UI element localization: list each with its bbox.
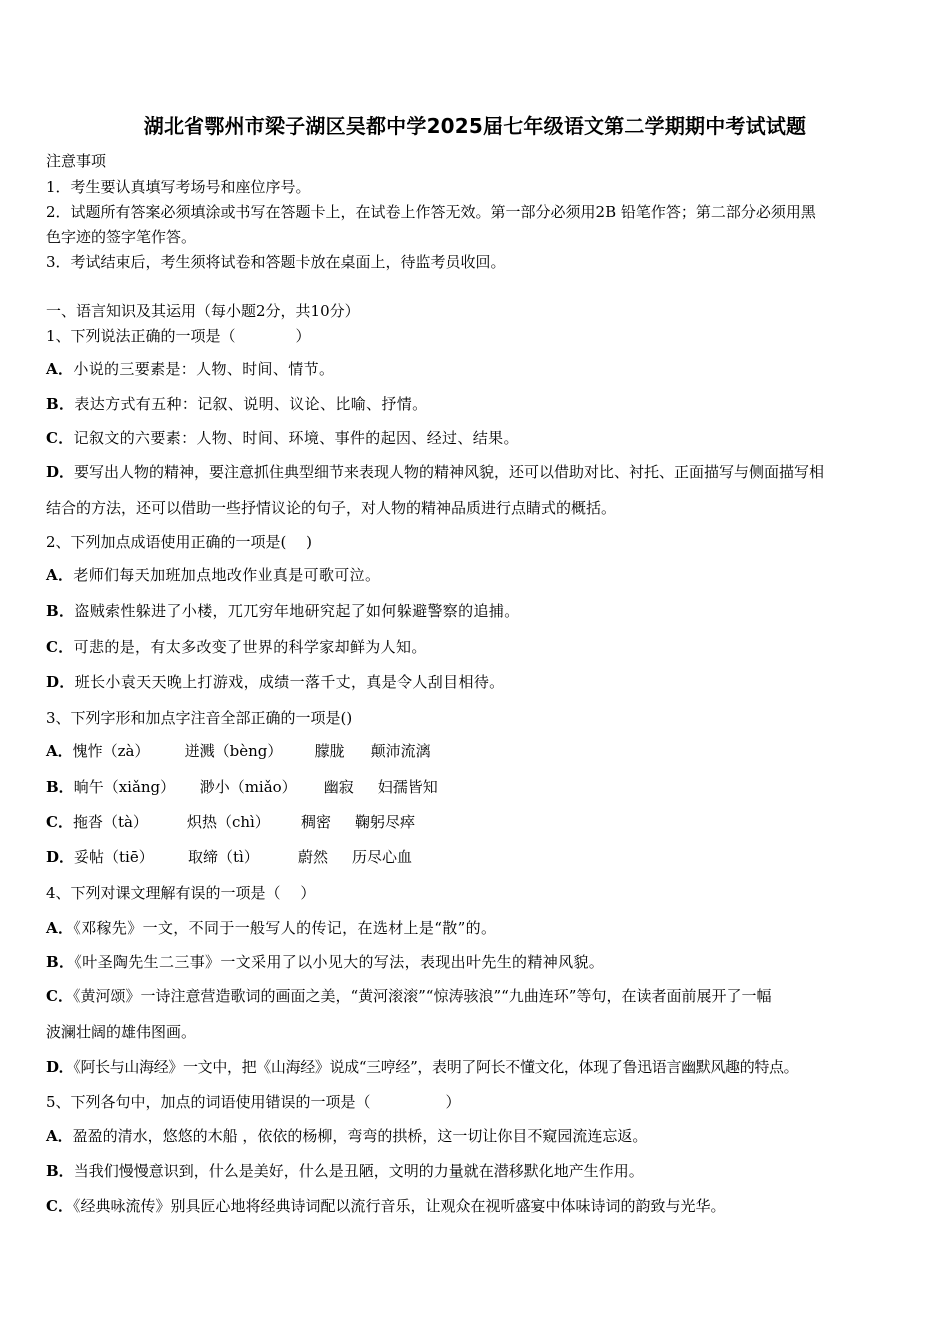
option-text: 《经典咏流传》别具匠心地将经典诗词配以流行音乐，让观众在视听盛宴中体味诗词的韵致与光华。: [72, 1197, 726, 1215]
notice-item-2: 2．试题所有答案必须填涂或书写在答题卡上，在试卷上作答无效。第一部分必须用2B 铅笔作答；第二部分必须用黑: [46, 203, 816, 221]
option-text: 《叶圣陶先生二三事》一文采用了以小见大的写法，表现出叶先生的精神风貌。: [74, 953, 605, 971]
option-text: 记叙文的六要素：人物、时间、环境、事件的起因、经过、结果。: [73, 429, 519, 447]
q1-option-d: [46, 462, 908, 482]
option-word: 幽寂: [323, 778, 354, 796]
option-label: C．: [46, 813, 73, 831]
q2-option-b: [46, 601, 908, 621]
option-label: B．: [46, 395, 75, 413]
option-text: 小说的三要素是：人物、时间、情节。: [73, 360, 335, 378]
option-label: C．: [46, 429, 74, 447]
option-word: 愧怍（zà）: [72, 742, 150, 760]
option-text: 《黄河颂》一诗注意营造歌词的画面之美，“黄河滚滚”“惊涛骇浪”“九曲连环”等句，在读者面前展开了一幅: [72, 987, 772, 1005]
q5-option-c: [46, 1196, 908, 1216]
option-word: 渺小（miǎo）: [199, 778, 297, 796]
q3-option-a: [46, 741, 908, 761]
option-word: 朦胧: [314, 742, 345, 760]
notice-item-3: 3．考试结束后，考生须将试卷和答题卡放在桌面上，待监考员收回。: [46, 253, 506, 271]
q2-option-a: [46, 565, 908, 585]
option-word: 炽热（chì）: [186, 813, 270, 831]
option-word: 妥帖（tiē）: [74, 848, 154, 866]
option-word: 蔚然: [298, 848, 329, 866]
q5-option-b: [46, 1161, 908, 1181]
question-4-stem: 4、下列对课文理解有误的一项是（ ）: [46, 884, 316, 902]
question-2-stem: 2、下列加点成语使用正确的一项是( ): [46, 533, 313, 551]
option-text: 班长小袁天天晚上打游戏，成绩一落千丈，真是令人刮目相待。: [74, 673, 505, 691]
option-label: A．: [46, 1127, 73, 1145]
option-label: B．: [46, 778, 74, 796]
q4-option-c-cont: 波澜壮阔的雄伟图画。: [46, 1023, 197, 1041]
option-label: A．: [46, 742, 73, 760]
option-text: 《阿长与山海经》一文中，把《山海经》说成“三哼经”，表明了阿长不懂文化，体现了鲁迅语言幽默风趣的特点。: [73, 1058, 799, 1076]
option-text: 当我们慢慢意识到，什么是美好，什么是丑陋，文明的力量就在潜移默化地产生作用。: [73, 1162, 644, 1180]
option-word: 妇孺皆知: [377, 778, 438, 796]
option-label: B．: [46, 1162, 74, 1180]
option-word: 稠密: [300, 813, 331, 831]
notice-item-1: 1．考生要认真填写考场号和座位序号。: [46, 178, 311, 196]
option-label: A．: [46, 919, 74, 937]
q4-option-d: [46, 1057, 908, 1077]
q1-option-b: [46, 394, 908, 414]
option-word: 取缔（tì）: [188, 848, 259, 866]
option-text: 可悲的是，有太多改变了世界的科学家却鲜为人知。: [73, 638, 427, 656]
q2-option-d: [46, 672, 908, 692]
option-label: B．: [46, 953, 75, 971]
option-word: 颠沛流漓: [370, 742, 431, 760]
option-label: A．: [46, 360, 74, 378]
option-label: A．: [46, 566, 74, 584]
section-heading: 一、语言知识及其运用（每小题2分，共10分）: [46, 302, 360, 320]
option-word: 鞠躬尽瘁: [354, 813, 415, 831]
option-label: B．: [46, 602, 75, 620]
option-text: 老师们每天加班加点地改作业真是可歌可泣。: [73, 566, 381, 584]
option-text: 盈盈的清水，悠悠的木船 ，依依的杨柳，弯弯的拱桥，这一切让你目不窥园流连忘返。: [72, 1127, 648, 1145]
q4-option-c: [46, 986, 908, 1006]
option-label: C．: [46, 638, 74, 656]
option-text: 要写出人物的精神，要注意抓住典型细节来表现人物的精神风貌，还可以借助对比、衬托、正面描写与侧面描写相: [74, 463, 825, 481]
q3-option-d: [46, 847, 908, 867]
option-word: 迸溅（bèng）: [184, 742, 283, 760]
option-word: 历尽心血: [352, 848, 413, 866]
option-label: D．: [46, 848, 75, 866]
option-label: C．: [46, 1197, 73, 1215]
q3-option-b: [46, 777, 908, 797]
option-label: D．: [46, 463, 75, 481]
option-word: 晌午（xiǎng）: [73, 778, 176, 796]
q2-option-c: [46, 637, 908, 657]
q1-option-d-cont: 结合的方法，还可以借助一些抒情议论的句子，对人物的精神品质进行点睛式的概括。: [46, 499, 617, 517]
question-5-stem: 5、下列各句中，加点的词语使用错误的一项是（ ）: [46, 1093, 461, 1111]
option-text: 表达方式有五种：记叙、说明、议论、比喻、抒情。: [74, 395, 428, 413]
notice-item-2-cont: 色字迹的签字笔作答。: [46, 228, 197, 246]
option-label: C．: [46, 987, 73, 1005]
q1-option-a: [46, 359, 908, 379]
q1-option-c: [46, 428, 908, 448]
q5-option-a: [46, 1126, 908, 1146]
option-label: D．: [46, 1058, 74, 1076]
question-3-stem: 3、下列字形和加点字注音全部正确的一项是(): [46, 709, 353, 727]
question-1-stem: 1、下列说法正确的一项是（ ）: [46, 327, 311, 345]
notice-heading: 注意事项: [46, 152, 107, 170]
page-title: 湖北省鄂州市梁子湖区吴都中学2025届七年级语文第二学期期中考试试题: [143, 114, 807, 138]
q4-option-b: [46, 952, 908, 972]
q3-option-c: [46, 812, 908, 832]
q4-option-a: [46, 918, 908, 938]
option-text: 《邓稼先》一文，不同于一般写人的传记，在选材上是“散”的。: [73, 919, 497, 937]
option-text: 盗贼索性躲进了小楼，兀兀穷年地研究起了如何躲避警察的追捕。: [74, 602, 520, 620]
option-label: D．: [46, 673, 75, 691]
option-word: 拖沓（tà）: [72, 813, 148, 831]
